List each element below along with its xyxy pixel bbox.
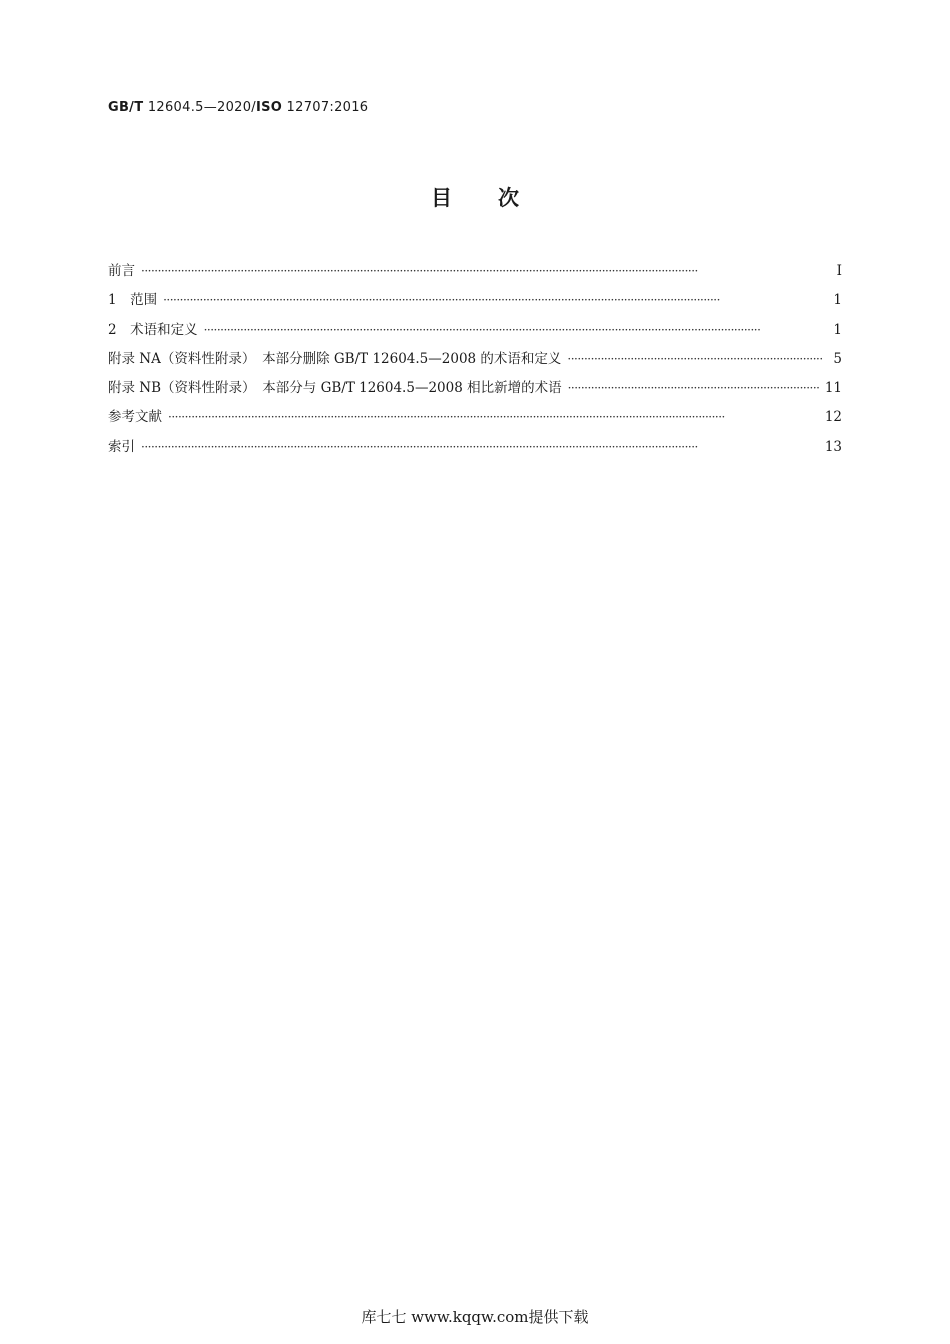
toc-entry-page: 1 bbox=[833, 292, 842, 309]
toc-entry-annex-nb[interactable] bbox=[108, 376, 842, 405]
toc-entry-page: Ⅰ bbox=[836, 263, 842, 279]
toc-leader-dots bbox=[204, 323, 822, 337]
standard-code-part: ISO bbox=[255, 100, 283, 115]
toc-entry-label: 附录 NB（资料性附录） 本部分与 GB/T 12604.5—2008 相比新增的术语 bbox=[108, 380, 562, 397]
toc-entry-page: 1 bbox=[833, 321, 842, 338]
toc-leader-dots bbox=[141, 264, 822, 278]
toc-entry-label: 1 范围 bbox=[108, 292, 158, 309]
toc-entry-label: 参考文献 bbox=[108, 409, 162, 426]
standard-code-part: 12604.5—2020/ bbox=[143, 100, 256, 115]
standard-code-part: GB/T bbox=[108, 100, 144, 115]
toc-entry-index[interactable] bbox=[108, 435, 842, 464]
toc-entry-label: 附录 NA（资料性附录） 本部分删除 GB/T 12604.5—2008 的术语和定义 bbox=[108, 350, 562, 367]
toc-leader-dots bbox=[567, 352, 822, 366]
toc-title: 目次 bbox=[431, 186, 565, 210]
standard-code-part: 12707:2016 bbox=[282, 100, 369, 115]
download-footer: 库七七 www.kqqw.com提供下载 bbox=[361, 1308, 589, 1326]
toc-entry-terms[interactable] bbox=[108, 318, 842, 347]
toc-leader-dots bbox=[141, 440, 819, 454]
toc-entry-page: 13 bbox=[824, 438, 842, 455]
toc-entry-annex-na[interactable] bbox=[108, 347, 842, 376]
toc-entry-label: 前言 bbox=[108, 263, 135, 279]
toc-entry-bibliography[interactable] bbox=[108, 405, 842, 434]
toc-entry-page: 5 bbox=[833, 350, 842, 367]
toc-entry-preface[interactable] bbox=[108, 259, 842, 288]
toc-leader-dots bbox=[168, 410, 819, 424]
table-of-contents bbox=[108, 259, 842, 464]
toc-entry-label: 索引 bbox=[108, 438, 135, 455]
standard-code bbox=[108, 100, 368, 115]
toc-entry-page: 12 bbox=[824, 409, 842, 426]
toc-entry-label: 2 术语和定义 bbox=[108, 321, 198, 338]
toc-leader-dots bbox=[163, 293, 822, 307]
toc-entry-page: 11 bbox=[824, 380, 842, 397]
toc-leader-dots bbox=[568, 381, 819, 395]
toc-entry-scope[interactable] bbox=[108, 288, 842, 317]
